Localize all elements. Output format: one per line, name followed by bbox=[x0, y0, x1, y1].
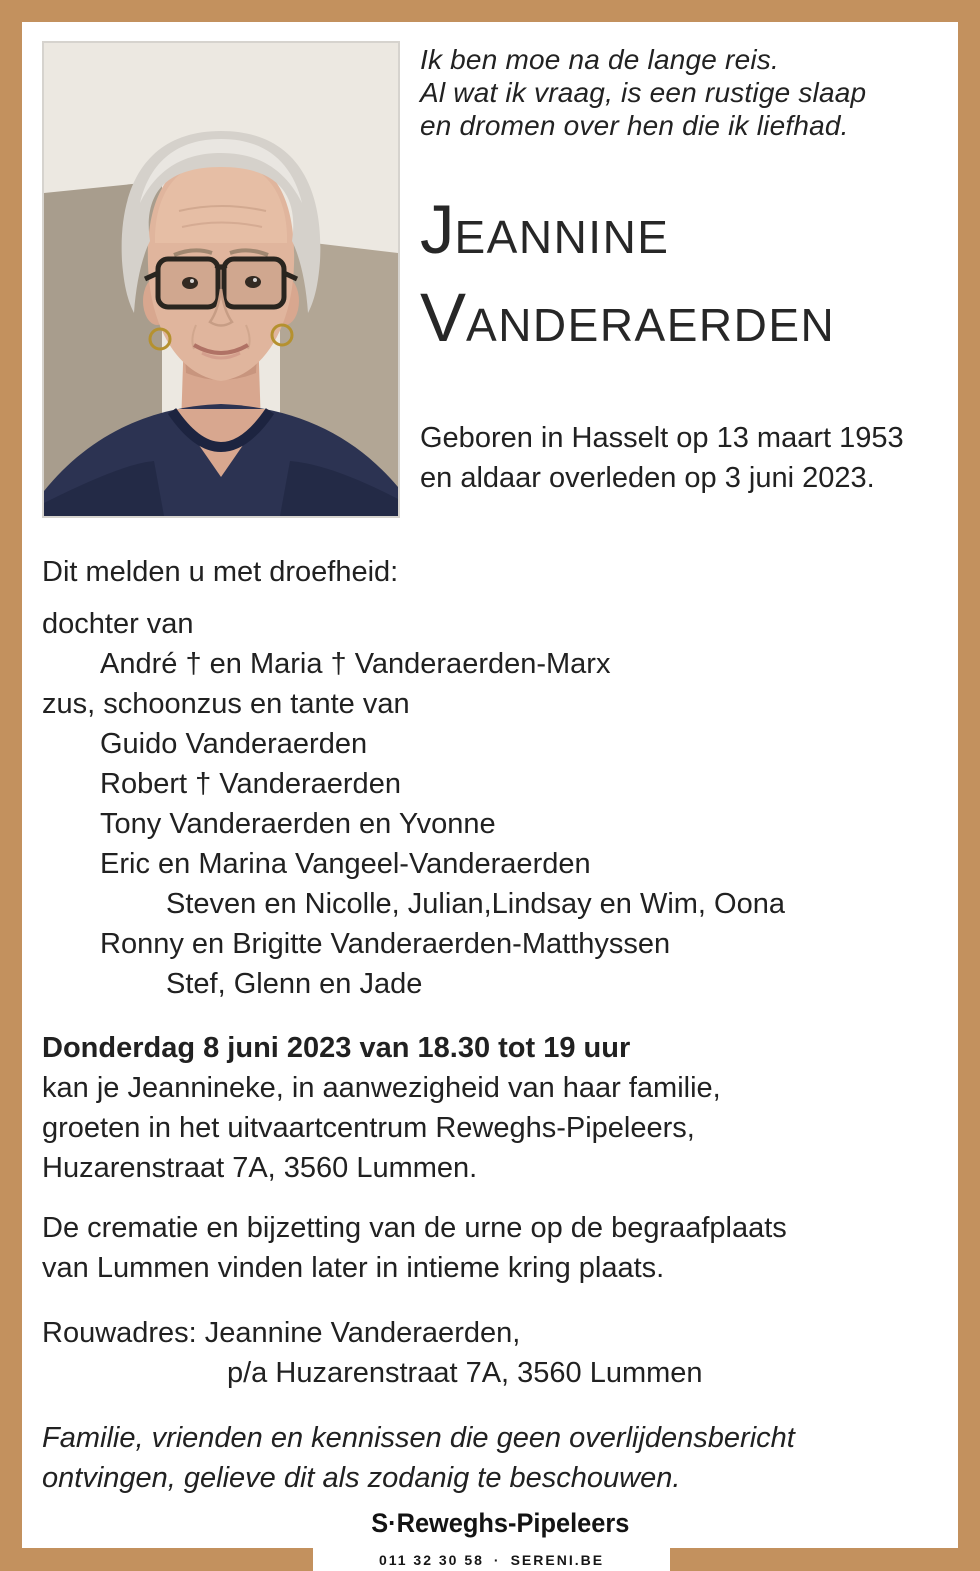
family-line: André † en Maria † Vanderaerden-Marx bbox=[100, 648, 611, 680]
footer-website: SERENI.BE bbox=[510, 1551, 605, 1568]
announcement-body bbox=[42, 552, 958, 1498]
funeral-home-name: S·Reweghs-Pipeleers bbox=[370, 1508, 630, 1538]
card-content bbox=[22, 22, 958, 1539]
family-line: Eric en Marina Vangeel-Vanderaerden bbox=[100, 848, 591, 880]
cremation-paragraph bbox=[42, 1208, 958, 1288]
birth-line: Geboren in Hasselt op 13 maart 1953 bbox=[420, 422, 904, 454]
mourning-address-line: p/a Huzarenstraat 7A, 3560 Lummen bbox=[227, 1357, 703, 1389]
family-line: Ronny en Brigitte Vanderaerden-Matthyssen bbox=[100, 928, 671, 960]
funeral-home-logo bbox=[42, 1508, 958, 1539]
family-list bbox=[42, 604, 958, 1004]
family-line: zus, schoonzus en tante van bbox=[42, 688, 410, 720]
deceased-last-name: VANDERAERDEN bbox=[420, 279, 836, 356]
footer-band-left bbox=[0, 1548, 313, 1571]
mourning-address-line: Rouwadres: Jeannine Vanderaerden, bbox=[42, 1317, 521, 1349]
portrait-illustration bbox=[44, 43, 398, 516]
deceased-first-name: JEANNINE bbox=[420, 191, 670, 268]
top-section bbox=[42, 41, 958, 518]
closing-line: ontvingen, gelieve dit als zodanig te beschouwen. bbox=[42, 1462, 681, 1494]
footer-contact bbox=[313, 1548, 670, 1571]
death-line: en aldaar overleden op 3 juni 2023. bbox=[420, 462, 875, 494]
quote-line: en dromen over hen die ik liefhad. bbox=[420, 110, 849, 141]
family-line: Guido Vanderaerden bbox=[100, 728, 368, 760]
footer-band-right bbox=[670, 1548, 980, 1571]
memorial-quote bbox=[420, 43, 958, 142]
family-line: Steven en Nicolle, Julian,Lindsay en Wim, Oona bbox=[166, 888, 785, 920]
announcement-intro: Dit melden u met droefheid: bbox=[42, 556, 399, 588]
family-line: Stef, Glenn en Jade bbox=[166, 968, 423, 1000]
visitation-datetime: Donderdag 8 juni 2023 van 18.30 tot 19 uur bbox=[42, 1032, 631, 1064]
footer-band bbox=[0, 1548, 980, 1571]
portrait-photo bbox=[42, 41, 400, 518]
visitation-line: groeten in het uitvaartcentrum Reweghs-Pipeleers, bbox=[42, 1112, 695, 1144]
visitation-line: kan je Jeannineke, in aanwezigheid van haar familie, bbox=[42, 1072, 721, 1104]
family-line: dochter van bbox=[42, 608, 194, 640]
birth-death-dates bbox=[420, 418, 958, 498]
closing-note bbox=[42, 1418, 958, 1498]
deceased-name bbox=[420, 186, 958, 362]
family-line: Tony Vanderaerden en Yvonne bbox=[100, 808, 496, 840]
mourning-address bbox=[42, 1313, 958, 1393]
footer-separator-dot: · bbox=[493, 1551, 501, 1568]
footer-phone: 011 32 30 58 bbox=[378, 1551, 484, 1568]
closing-line: Familie, vrienden en kennissen die geen overlijdensbericht bbox=[42, 1422, 795, 1454]
cremation-line: De crematie en bijzetting van de urne op de begraafplaats bbox=[42, 1212, 787, 1244]
visitation-line: Huzarenstraat 7A, 3560 Lummen. bbox=[42, 1152, 478, 1184]
family-line: Robert † Vanderaerden bbox=[100, 768, 401, 800]
visitation-paragraph bbox=[42, 1028, 958, 1188]
quote-line: Ik ben moe na de lange reis. bbox=[420, 44, 779, 75]
quote-line: Al wat ik vraag, is een rustige slaap bbox=[420, 77, 867, 108]
top-right-column bbox=[420, 41, 958, 518]
cremation-line: van Lummen vinden later in intieme kring plaats. bbox=[42, 1252, 665, 1284]
